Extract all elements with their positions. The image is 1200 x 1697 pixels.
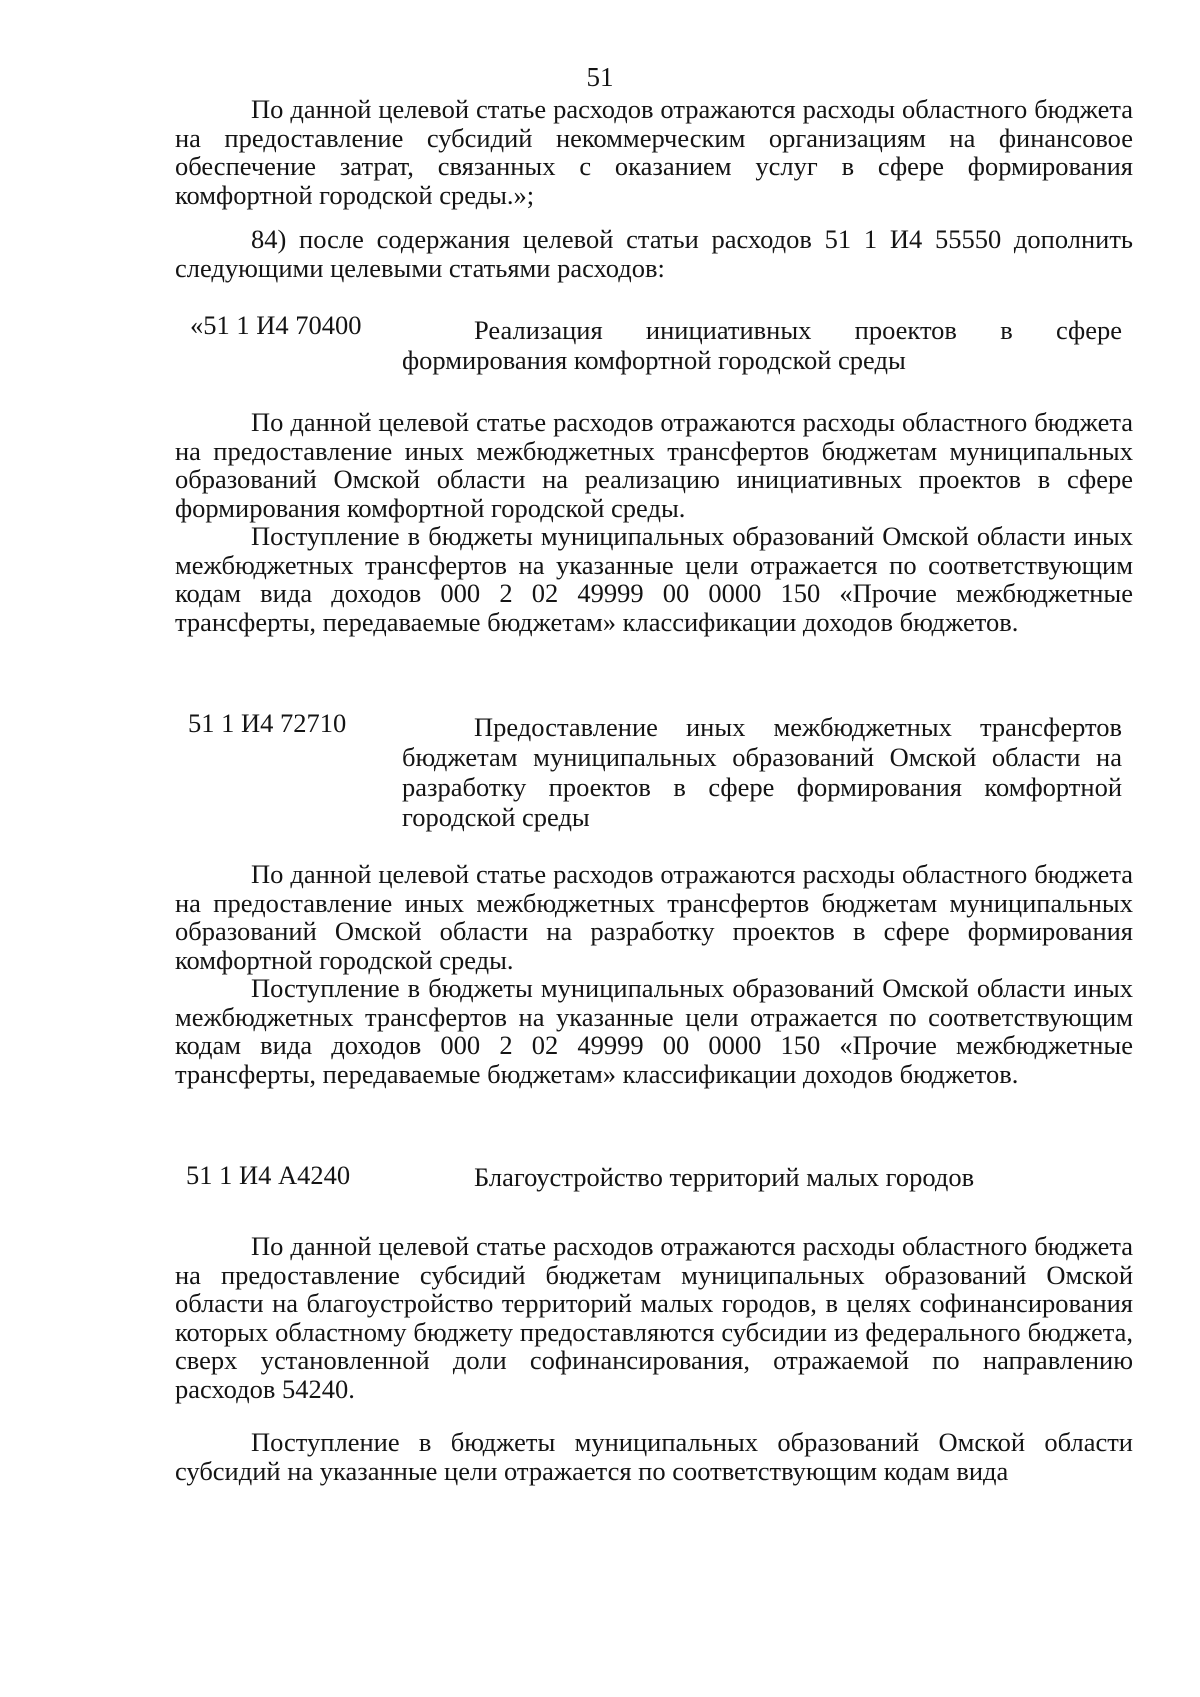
article-revenue-note: Поступление в бюджеты муниципальных образований Омской области субсидий на указанные цели отражается по соответствующим кодам вида	[175, 1427, 1133, 1486]
article-description: По данной целевой статье расходов отражаются расходы областного бюджета на предоставление иных межбюджетных трансфертов бюджетам муниципальных образований Омской области на реализацию инициативных проектов в сфере формирования комфортной городской среды.	[175, 407, 1133, 523]
article-description: По данной целевой статье расходов отражаются расходы областного бюджета на предоставление иных межбюджетных трансфертов бюджетам муниципальных образований Омской области на разработку проектов в сфере формирования комфортной городской среды.	[175, 859, 1133, 975]
article-title: Благоустройство территорий малых городов	[474, 1162, 975, 1192]
article-code: 51 1 И4 А4240	[186, 1160, 351, 1190]
article-title: Реализация инициативных проектов в сфере формирования комфортной городской среды	[402, 315, 1122, 375]
page-number: 51	[586, 62, 614, 92]
article-code: «51 1 И4 70400	[190, 310, 362, 340]
amendment-paragraph: 84) после содержания целевой статьи расходов 51 1 И4 55550 дополнить следующими целевыми статьями расходов:	[175, 224, 1133, 283]
intro-paragraph: По данной целевой статье расходов отражаются расходы областного бюджета на предоставление субсидий некоммерческим организациям на финансовое обеспечение затрат, связанных с оказанием услуг в сфере формирования комфортной городской среды.»;	[175, 94, 1133, 210]
article-description: По данной целевой статье расходов отражаются расходы областного бюджета на предоставление субсидий бюджетам муниципальных образований Омской области на благоустройство территорий малых городов, в целях софинансирования которых областному бюджету предоставляются субсидии из федерального бюджета, сверх установленной доли софинансирования, отражаемой по направлению расходов 54240.	[175, 1231, 1133, 1404]
article-title: Предоставление иных межбюджетных трансфертов бюджетам муниципальных образований Омской области на разработку проектов в сфере формирования комфортной городской среды	[402, 712, 1122, 832]
article-revenue-note: Поступление в бюджеты муниципальных образований Омской области иных межбюджетных трансфертов на указанные цели отражается по соответствующим кодам вида доходов 000 2 02 49999 00 0000 150 «Прочие межбюджетные трансферты, передаваемые бюджетам» классификации доходов бюджетов.	[175, 521, 1133, 637]
article-revenue-note: Поступление в бюджеты муниципальных образований Омской области иных межбюджетных трансфертов на указанные цели отражается по соответствующим кодам вида доходов 000 2 02 49999 00 0000 150 «Прочие межбюджетные трансферты, передаваемые бюджетам» классификации доходов бюджетов.	[175, 973, 1133, 1089]
article-code: 51 1 И4 72710	[188, 708, 347, 738]
